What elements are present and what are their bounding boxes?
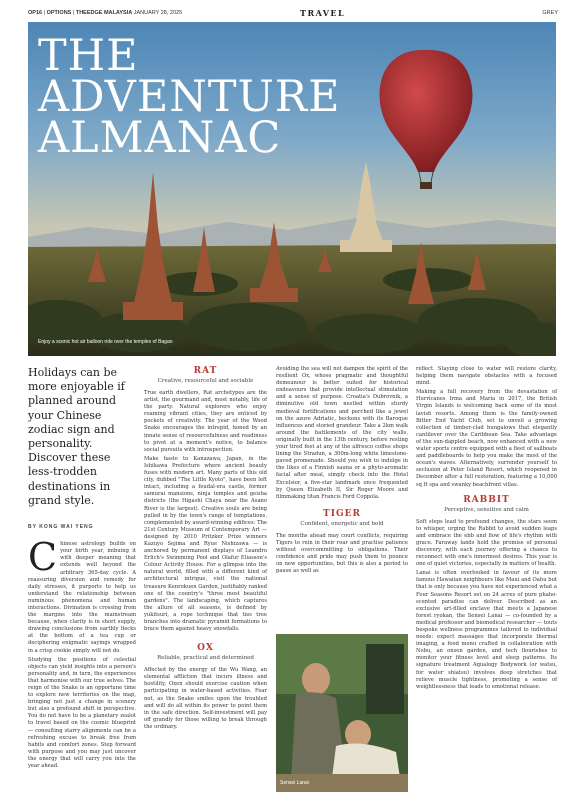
section-subhead-tiger: Confident, energetic and bold: [300, 520, 384, 527]
headline-line-2: ADVENTURE: [38, 72, 341, 122]
section-heading-ox: OX: [197, 643, 214, 654]
issue-date: JANUARY 28, 2025: [133, 10, 183, 16]
category-label: TRAVEL: [300, 8, 346, 18]
intro-paragraph-1-text: hinese astrology builds on your birth year, imbuing it with deeper meaning that extends well beyond the arbitrary 365-day cycle. A reassuring diversion and remedy for daily stresses, it purports to help us understand the relationship between numinous phenomena and human interactions. Divination is crossing from the margins into the mainstream because, when clarity is in short supply, drawing conclusions from earthly flecks at the bottom of a tea cup or deciphering enigmatic sayings wrapped in a crisp cookie simply will not do.: [28, 541, 136, 654]
page-number: OP16: [28, 10, 43, 16]
column-4: [416, 366, 557, 693]
tiger-paragraph-3: Making a full recovery from the devastation of Hurricanes Irma and Maria in 2017, the British Virgin Islands is welcoming back some of its most lavish resorts. Among them is the family-owned Bitter End Yacht Club, set to unveil a growing collection of timber-clad bungalows that elegantly cantilever over the Caribbean Sea. Take advantage of the sun-dappled beach, now enhanced with a new water sports centre equipped with a fleet of sailboats and paddleboards to help you make the most of the ocean's waves. Alternatively, surrender yourself to seclusion at Peter Island Resort, which reopened in December after a full restoration, featuring a 10,000 sq ft spa and swanky beachfront villas.: [416, 389, 557, 488]
column-1: [28, 366, 136, 772]
spa-photo: [276, 634, 408, 792]
section-subhead-ox: Reliable, practical and determined: [157, 655, 254, 662]
section-heading-rabbit: RABBIT: [463, 494, 510, 505]
tiger-paragraph-2: reflect. Staying close to water will restore clarity, helping them navigate obstacles with a focused mind.: [416, 366, 557, 387]
headline-line-3: ALMANAC: [38, 113, 282, 163]
intro-paragraph-1: [28, 535, 136, 655]
rabbit-paragraph-1: Soft steps lead to profound changes, the stars seem to whisper, urging the Rabbit to avoid sudden leaps and embrace the ebb and flow of life's rhythm with grace. Faraway lands hold the promise of personal discovery, with each journey offering a chance to reconnect with one's innermost desires. This year is one of quiet victories, especially in matters of health.: [416, 518, 557, 568]
standfirst: Holidays can be more enjoyable if planned around your Chinese zodiac sign and personality. Discover these less-trodden destinations in grand style.: [28, 366, 125, 507]
column-2: [144, 366, 267, 733]
section-subhead-rabbit: Perceptive, sensitive and calm: [444, 506, 529, 513]
drop-cap: C: [28, 535, 58, 580]
section-subhead-rat: Creative, resourceful and sociable: [157, 378, 254, 384]
rabbit-paragraph-2: Lanai is often overlooked in favour of its more famous Hawaiian neighbours like Maui and Oahu but that is only because you have not experienced what a Four Seasons Resort set on 24 acres of pure phaho-scented paradise can deliver. Described as an exclusive art-filled enclave that meets a Japanese forest ryokan, the Sensei Lanai — co-founded by a medical professor and biomedical researcher — touts bespoke wellness programmes tailored to individual needs: expect massages that incorporate thermal imaging, a food menu crafted in collaboration with Nobu, an onsen garden, and tech flourishes to monitor your fitness level and sleep patterns. Its signature treatment Aqualogy Bodywork (or watsu, for water shiatsu) involves deep stretches that relieve muscle tightness, promoting a sense of weightlessness that leads to emotional release.: [416, 570, 557, 690]
photo-caption: Sensei Lanai: [280, 780, 309, 786]
hero-caption: Enjoy a scenic hot air balloon ride over the temples of Bagan: [38, 339, 173, 345]
intro-paragraph-2: Studying the positions of celestial objects can yield insights into a person's personality and, in turn, the experiences that harmonise with our true selves. The reign of the Snake is an opportune time to explore new territories on the map, bringing not just a change in scenery but also a profound shift in perspective. You do not have to be a planetary zealot to travel based on the cosmic blueprint — consulting starry alignments can be a refreshing excuse to break free from habits and comfort zones. Step forward with purpose and you may just uncover the energy that will carry you into the year ahead.: [28, 656, 136, 770]
header-right-label: GREY: [542, 10, 558, 16]
rat-paragraph-1: True earth dwellers, Rat archetypes are the artist, the gourmand and, most notably, life of the party. Natural explorers who enjoy roaming vibrant cities, they are enticed by pockets of creativity. The year of the Wood Snake encourages the intrepid, honed by an innate sense of resourcefulness and readiness to pivot at a moment's notice, to balance social pursuits with introspection.: [144, 390, 267, 453]
section-heading-rat: RAT: [193, 366, 218, 376]
headline: [38, 31, 341, 163]
ox-paragraph-1: Affected by the energy of the Wu Wang, an elemental affliction that incurs illness and hostility, Oxen should exercise caution when participating in water-based activities. Fear not, as the Snake smiles upon the troubled and will do all within its power to point them in the safe direction. Self-investment will pay off grandly for those willing to break through the ordinary.: [144, 667, 267, 730]
column-3: [276, 366, 408, 577]
byline: BY KONG WAI YENG: [28, 524, 94, 531]
publication-name: THEEDGE MALAYSIA: [75, 10, 133, 16]
tiger-paragraph-1: The months ahead may court conflicts, requiring Tigers to rein in their roar and practise patience without overcommitting to obligations. Their confidence and pride may push them to pounce on new opportunities, but this is also a period to pause as well as: [276, 532, 408, 575]
section-label: OPTIONS: [46, 10, 72, 16]
massage-scene-illustration: [276, 634, 408, 792]
section-heading-tiger: TIGER: [323, 508, 361, 519]
header-left: OP16 | OPTIONS | THEEDGE MALAYSIA JANUARY 28, 2025: [28, 10, 183, 16]
ox-paragraph-2: Avoiding the sea will not dampen the spirit of the resilient Ox, whose pragmatic and thoughtful demeanour is better suited for historical endeavours that provide intellectual stimulation and a sense of purpose. Croatia's Dubrovnik, a diminutive old town nestled within sturdy medieval fortifications and perched like a jewel on the azure Adriatic, beckons with its Baroque influences and storied grandeur. Take a 2km walk around the battlements of the city walls, originally built in the 13th century, before resting your tired feet at any of the alfresco coffee shops lining the Stradun, a 300m-long white limestone-paved promenade. Should you wish to indulge in the likes of a Finnish sauna or a phyto-aromatic facial after meal, simply check into the Hotel Excelsior, a five-star landmark once frequented by Queen Elizabeth II, Sir Roger Moore and filmmaking titan Francis Ford Coppola.: [276, 366, 408, 500]
page-header: [28, 8, 558, 20]
rat-paragraph-2: Make haste to Kanazawa, Japan, in the Ishikawa Prefecture where ancient beauty fuses with modern art. Many parts of this old city, dubbed "The Little Kyoto", have been left intact, including a feudal-era castle, former samurai mansions, ninja temples and geisha districts (the Higashi Chaya near the Asano River is the largest). Creative souls are being pulled in by the town's range of temptations, complemented by award-winning edifices: The 21st Century Museum of Contemporary Art — designed by 2010 Pritzker Prize winners Kazuyo Sejima and Ryue Nishizawa — is anchored by permanent displays of Leandro Erlich's Swimming Pool and Olafur Eliasson's Colour Activity House. For a glimpse into the natural world, filled with a different kind of architectural intrigue, visit the national treasure Kenrokuen Garden, justifiably ranked one of the country's "three most beautiful gardens". The landscaping, which captures the allure of all seasons, is defined by yukitsuri, a rope technique that ties tree branches into dramatic pyramid formations to brace them against heavy snowfalls.: [144, 455, 267, 633]
headline-line-1: THE: [38, 31, 139, 81]
